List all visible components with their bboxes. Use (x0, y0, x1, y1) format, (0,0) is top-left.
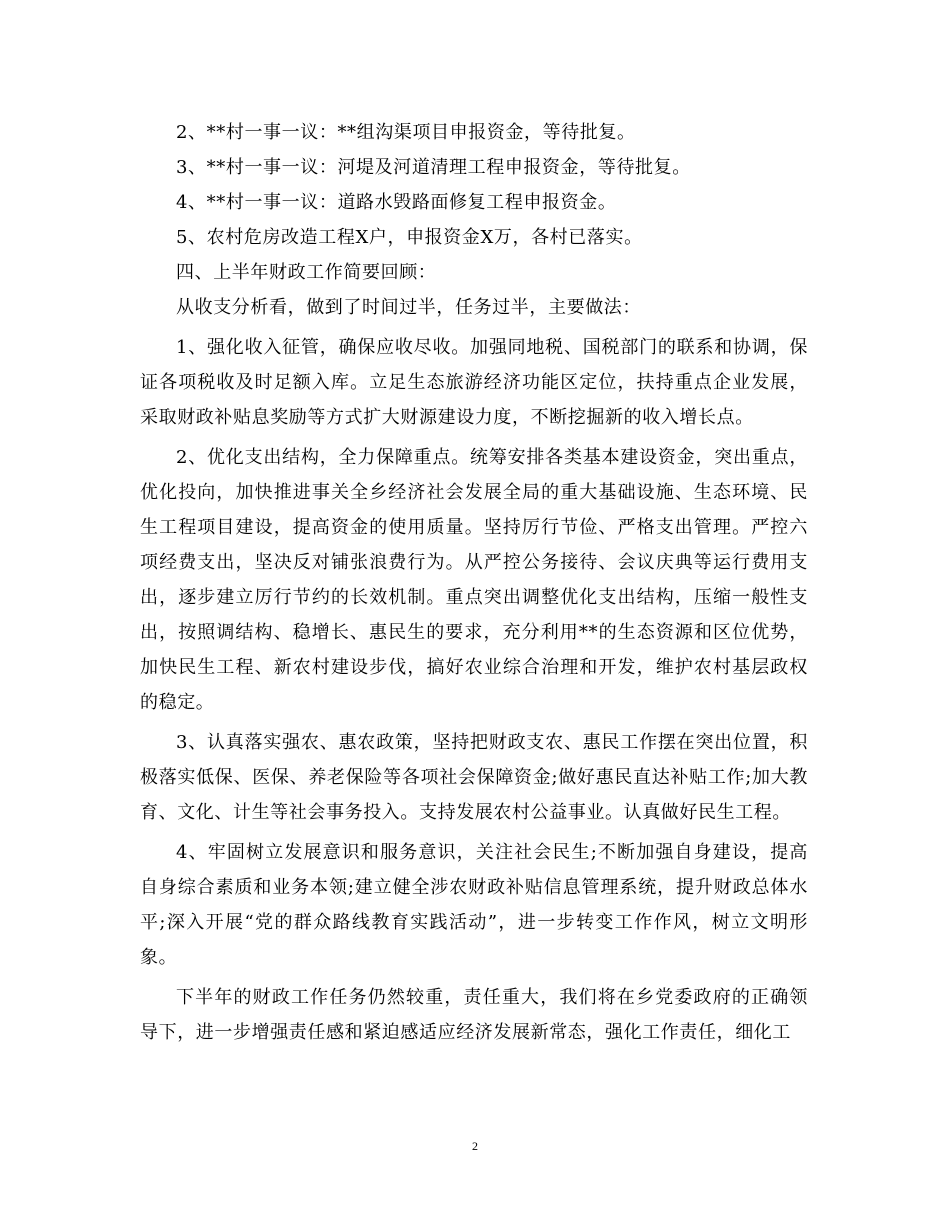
paragraph-method-3: 3、认真落实强农、惠农政策，坚持把财政支农、惠民工作摆在突出位置，积极落实低保、医保、养老保险等各项社会保障资金;做好惠民直达补贴工作;加大教育、文化、计生等社会事务投入。支持发展农村公益事业。认真做好民生工程。 (140, 732, 808, 823)
paragraph-item-3: 3、**村一事一议：河堤及河道清理工程申报资金，等待批复。 (176, 157, 691, 178)
document-body (140, 115, 808, 1050)
paragraph-method-4: 4、牢固树立发展意识和服务意识，关注社会民生;不断加强自身建设，提高自身综合素质和业务本领;建立健全涉农财政补贴信息管理系统，提升财政总体水平;深入开展“党的群众路线教育实践活动”，进一步转变工作作风，树立文明形象。 (140, 842, 808, 968)
paragraph-item-5: 5、农村危房改造工程X户，申报资金X万，各村已落实。 (176, 227, 643, 248)
paragraph-item-2: 2、**村一事一议：**组沟渠项目申报资金，等待批复。 (176, 122, 636, 143)
paragraph-method-1: 1、强化收入征管，确保应收尽收。加强同地税、国税部门的联系和协调，保证各项税收及时足额入库。立足生态旅游经济功能区定位，扶持重点企业发展，采取财政补贴息奖励等方式扩大财源建设力度，不断挖掘新的收入增长点。 (140, 337, 808, 428)
page-number: 2 (472, 1139, 478, 1153)
paragraph-method-2: 2、优化支出结构，全力保障重点。统筹安排各类基本建设资金，突出重点，优化投向，加快推进事关全乡经济社会发展全局的重大基础设施、生态环境、民生工程项目建设，提高资金的使用质量。坚持厉行节俭、严格支出管理。严控六项经费支出，坚决反对铺张浪费行为。从严控公务接待、会议庆典等运行费用支出，逐步建立厉行节约的长效机制。重点突出调整优化支出结构，压缩一般性支出，按照调结构、稳增长、惠民生的要求，充分利用**的生态资源和区位优势，加快民生工程、新农村建设步伐，搞好农业综合治理和开发，维护农村基层政权的稳定。 (140, 447, 808, 713)
paragraph-intro: 从收支分析看，做到了时间过半，任务过半，主要做法： (176, 297, 641, 318)
paragraph-item-4: 4、**村一事一议：道路水毁路面修复工程申报资金。 (176, 192, 617, 213)
section-heading: 四、上半年财政工作简要回顾： (176, 262, 437, 283)
paragraph-outlook: 下半年的财政工作任务仍然较重，责任重大，我们将在乡党委政府的正确领导下，进一步增强责任感和紧迫感适应经济发展新常态，强化工作责任，细化工 (140, 987, 808, 1043)
